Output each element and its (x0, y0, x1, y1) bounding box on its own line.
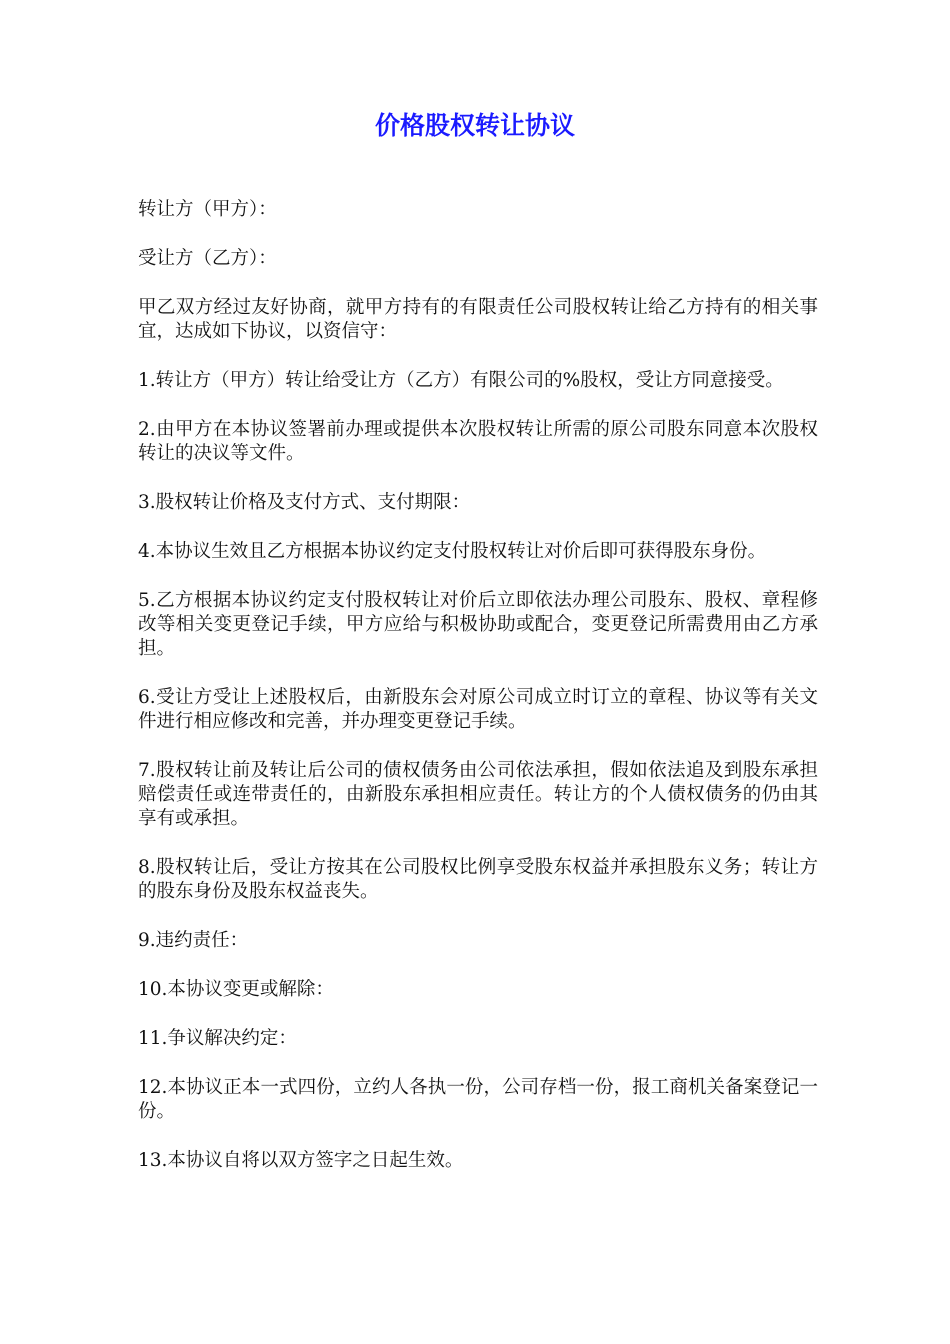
party-transferee: 受让方（乙方）： (138, 248, 277, 269)
clause-3: 3.股权转让价格及支付方式、支付期限： (138, 492, 471, 513)
clause-1: 1.转让方（甲方）转让给受让方（乙方）有限公司的%股权，受让方同意接受。 (138, 370, 784, 391)
clause-11: 11.争议解决约定： (138, 1028, 297, 1049)
clause-9: 9.违约责任： (138, 930, 249, 951)
clause-5: 5.乙方根据本协议约定支付股权转让对价后立即依法办理公司股东、股权、章程修改等相关变更登记手续，甲方应给与积极协助或配合，变更登记所需费用由乙方承担。 (138, 590, 818, 659)
clause-8: 8.股权转让后，受让方按其在公司股权比例享受股东权益并承担股东义务；转让方的股东身份及股东权益丧失。 (138, 857, 818, 902)
party-transferor: 转让方（甲方）： (138, 199, 277, 220)
clause-4: 4.本协议生效且乙方根据本协议约定支付股权转让对价后即可获得股东身份。 (138, 541, 767, 562)
document-body (138, 198, 818, 1198)
preamble-paragraph: 甲乙双方经过友好协商，就甲方持有的有限责任公司股权转让给乙方持有的相关事宜，达成如下协议，以资信守： (138, 297, 818, 342)
clause-10: 10.本协议变更或解除： (138, 979, 334, 1000)
document-title: 价格股权转让协议 (374, 111, 575, 140)
clause-13: 13.本协议自将以双方签字之日起生效。 (138, 1150, 464, 1171)
clause-6: 6.受让方受让上述股权后，由新股东会对原公司成立时订立的章程、协议等有关文件进行相应修改和完善，并办理变更登记手续。 (138, 687, 818, 732)
clause-2: 2.由甲方在本协议签署前办理或提供本次股权转让所需的原公司股东同意本次股权转让的决议等文件。 (138, 419, 818, 464)
clause-7: 7.股权转让前及转让后公司的债权债务由公司依法承担，假如依法追及到股东承担赔偿责任或连带责任的，由新股东承担相应责任。转让方的个人债权债务的仍由其享有或承担。 (138, 760, 818, 829)
clause-12: 12.本协议正本一式四份，立约人各执一份，公司存档一份，报工商机关备案登记一份。 (138, 1077, 818, 1122)
